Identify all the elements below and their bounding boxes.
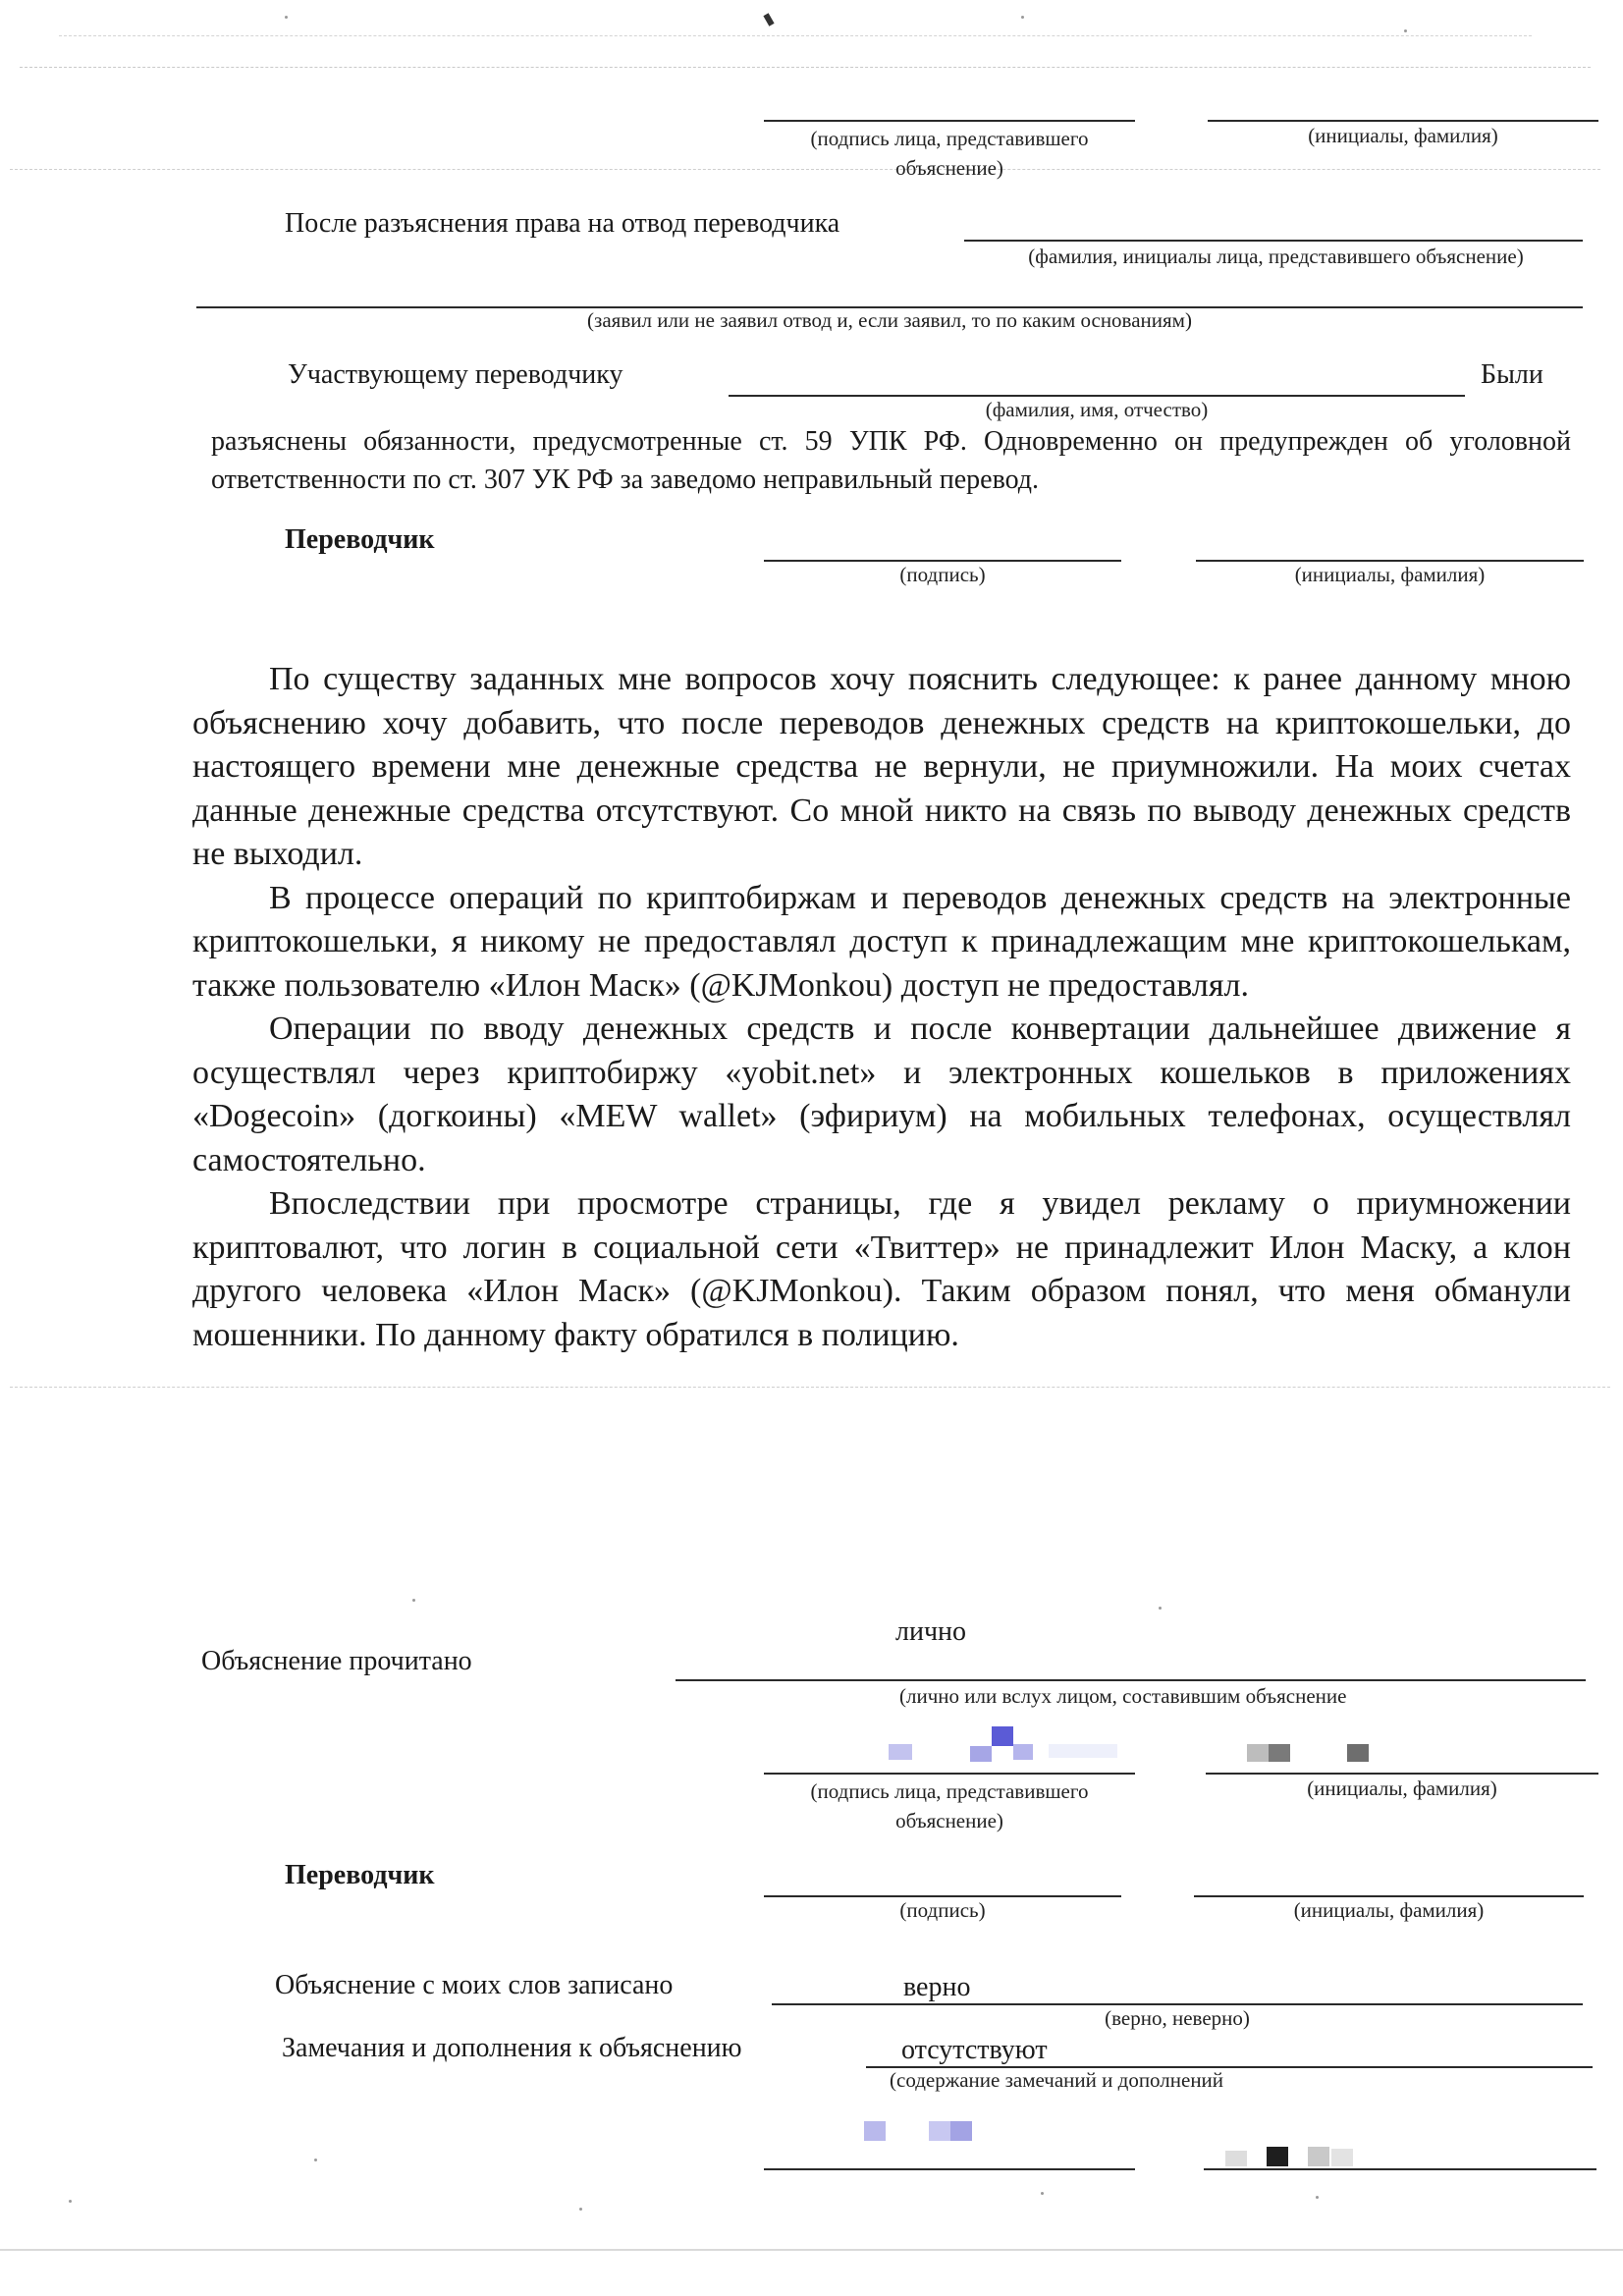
paragraph: По существу заданных мне вопросов хочу пояснить следующее: к ранее данному мною объяснению хочу добавить, что после переводов денежных средств на криптокошельки, до настоящего времени мне денежные средства не вернули, не приумножили. На моих счетах данные денежные средства отсутствуют. Со мной никто на связь по выводу денежных средств не выходил. bbox=[192, 661, 1571, 872]
scan-artifact-line bbox=[10, 1387, 1610, 1388]
interpreter-name-caption: (инициалы, фамилия) bbox=[1294, 563, 1486, 586]
remarks-caption: (содержание замечаний и дополнений bbox=[890, 2068, 1224, 2092]
interpreter-challenge-caption: (фамилия, инициалы лица, представившего объяснение) bbox=[1028, 245, 1524, 268]
scan-dot bbox=[1041, 2192, 1044, 2195]
interpreter-duties-tail: Были bbox=[1481, 359, 1543, 390]
redacted-signature bbox=[950, 2121, 972, 2141]
interpreter-name-line bbox=[1196, 560, 1584, 562]
interpreter-duties-text: разъяснены обязанности, предусмотренные ст. 59 УПК РФ. Одновременно он предупрежден об уголовной ответственности по ст. 307 УК РФ за заведомо неправильный перевод. bbox=[211, 426, 1571, 495]
signature-caption: (подпись лица, представившего объяснение) bbox=[810, 1779, 1089, 1832]
redacted-signature bbox=[970, 1746, 992, 1762]
scan-dot bbox=[1159, 1607, 1162, 1610]
scan-dot bbox=[1021, 16, 1024, 19]
interpreter-label: Переводчик bbox=[285, 1860, 435, 1890]
challenge-statement-caption: (заявил или не заявил отвод и, если заявил, то по каким основаниям) bbox=[587, 308, 1192, 332]
redacted-name bbox=[1247, 1744, 1269, 1762]
paragraph: Операции по вводу денежных средств и после конвертации дальнейшее движение я осуществлял через криптобиржу «yobit.net» и электронных кошельков в приложениях «Dogecoin» (догкоины) «MEW wallet» (эфириум) на мобильных телефонах, осуществлял самостоятельно. bbox=[192, 1011, 1571, 1178]
redacted-name bbox=[1308, 2147, 1329, 2166]
paragraph: Впоследствии при просмотре страницы, где я увидел рекламу о приумножении криптовалют, что логин в социальной сети «Твиттер» не принадлежит Илон Маску, а клон другого человека «Илон Маск» (@KJMonkou). Таким образом понял, что меня обманули мошенники. По данному факту обратился в полицию. bbox=[192, 1185, 1571, 1353]
explanation-read-caption: (лично или вслух лицом, составившим объяснение bbox=[899, 1684, 1347, 1708]
interpreter-name-line bbox=[1194, 1895, 1584, 1897]
redacted-signature bbox=[889, 1744, 912, 1760]
scan-dot bbox=[69, 2200, 72, 2203]
interpreter-signature-caption: (подпись) bbox=[899, 563, 986, 586]
name-line bbox=[1208, 120, 1598, 122]
scan-dot bbox=[579, 2208, 582, 2211]
scan-dot bbox=[1316, 2196, 1319, 2199]
redacted-signature bbox=[929, 2121, 950, 2141]
recorded-caption: (верно, неверно) bbox=[1105, 2006, 1250, 2030]
interpreter-label: Переводчик bbox=[285, 524, 435, 555]
redacted-signature bbox=[1049, 1744, 1117, 1758]
scan-dot bbox=[412, 1599, 415, 1602]
redacted-name bbox=[1267, 2147, 1288, 2166]
remarks-label: Замечания и дополнения к объяснению bbox=[282, 2033, 742, 2063]
interpreter-signature-caption: (подпись) bbox=[899, 1898, 986, 1922]
scan-artifact-line bbox=[0, 2249, 1623, 2251]
name-caption: (инициалы, фамилия) bbox=[1307, 1777, 1497, 1800]
recorded-value: верно bbox=[903, 1972, 971, 2002]
paragraph: В процессе операций по криптобиржам и переводов денежных средств на электронные криптокошельки, я никому не предоставлял доступ к принадлежащим мне криптокошелькам, также пользователю «Илон Маск» (@KJMonkou) доступ не предоставлял. bbox=[192, 879, 1571, 1004]
redacted-name bbox=[1347, 1744, 1369, 1762]
interpreter-name-caption: (фамилия, имя, отчество) bbox=[985, 398, 1209, 421]
scan-artifact-line bbox=[59, 35, 1532, 36]
scan-dot bbox=[314, 2159, 317, 2161]
scan-dot bbox=[285, 16, 288, 19]
explanation-body bbox=[192, 658, 1571, 1357]
redacted-name bbox=[1269, 1744, 1290, 1762]
remarks-value: отсутствуют bbox=[901, 2035, 1048, 2065]
signature-line bbox=[764, 120, 1135, 122]
scan-dot bbox=[1404, 29, 1407, 32]
signature-line bbox=[764, 1773, 1135, 1775]
recorded-label: Объяснение с моих слов записано bbox=[275, 1970, 674, 2000]
scan-mark bbox=[763, 13, 774, 26]
redacted-signature bbox=[992, 1726, 1013, 1746]
explanation-read-line bbox=[676, 1679, 1586, 1681]
signature-caption: (подпись лица, представившего объяснение) bbox=[810, 127, 1089, 180]
redacted-name bbox=[1225, 2151, 1247, 2166]
redacted-name bbox=[1331, 2149, 1353, 2166]
name-line bbox=[1204, 2168, 1596, 2170]
redacted-signature bbox=[864, 2121, 886, 2141]
interpreter-challenge-line bbox=[964, 240, 1583, 242]
interpreter-duties-label: Участвующему переводчику bbox=[288, 359, 623, 390]
interpreter-signature-line bbox=[764, 1895, 1121, 1897]
interpreter-name-caption: (инициалы, фамилия) bbox=[1293, 1898, 1485, 1922]
explanation-read-label: Объяснение прочитано bbox=[201, 1646, 472, 1676]
redacted-signature bbox=[1013, 1744, 1033, 1760]
interpreter-signature-line bbox=[764, 560, 1121, 562]
recorded-line bbox=[772, 2003, 1583, 2005]
interpreter-challenge-label: После разъяснения права на отвод переводчика bbox=[285, 208, 840, 239]
signature-line bbox=[764, 2168, 1135, 2170]
name-line bbox=[1206, 1773, 1598, 1775]
name-caption: (инициалы, фамилия) bbox=[1308, 124, 1498, 147]
scan-artifact-line bbox=[20, 67, 1591, 68]
explanation-read-value: лично bbox=[895, 1616, 967, 1647]
interpreter-name-line bbox=[729, 395, 1465, 397]
